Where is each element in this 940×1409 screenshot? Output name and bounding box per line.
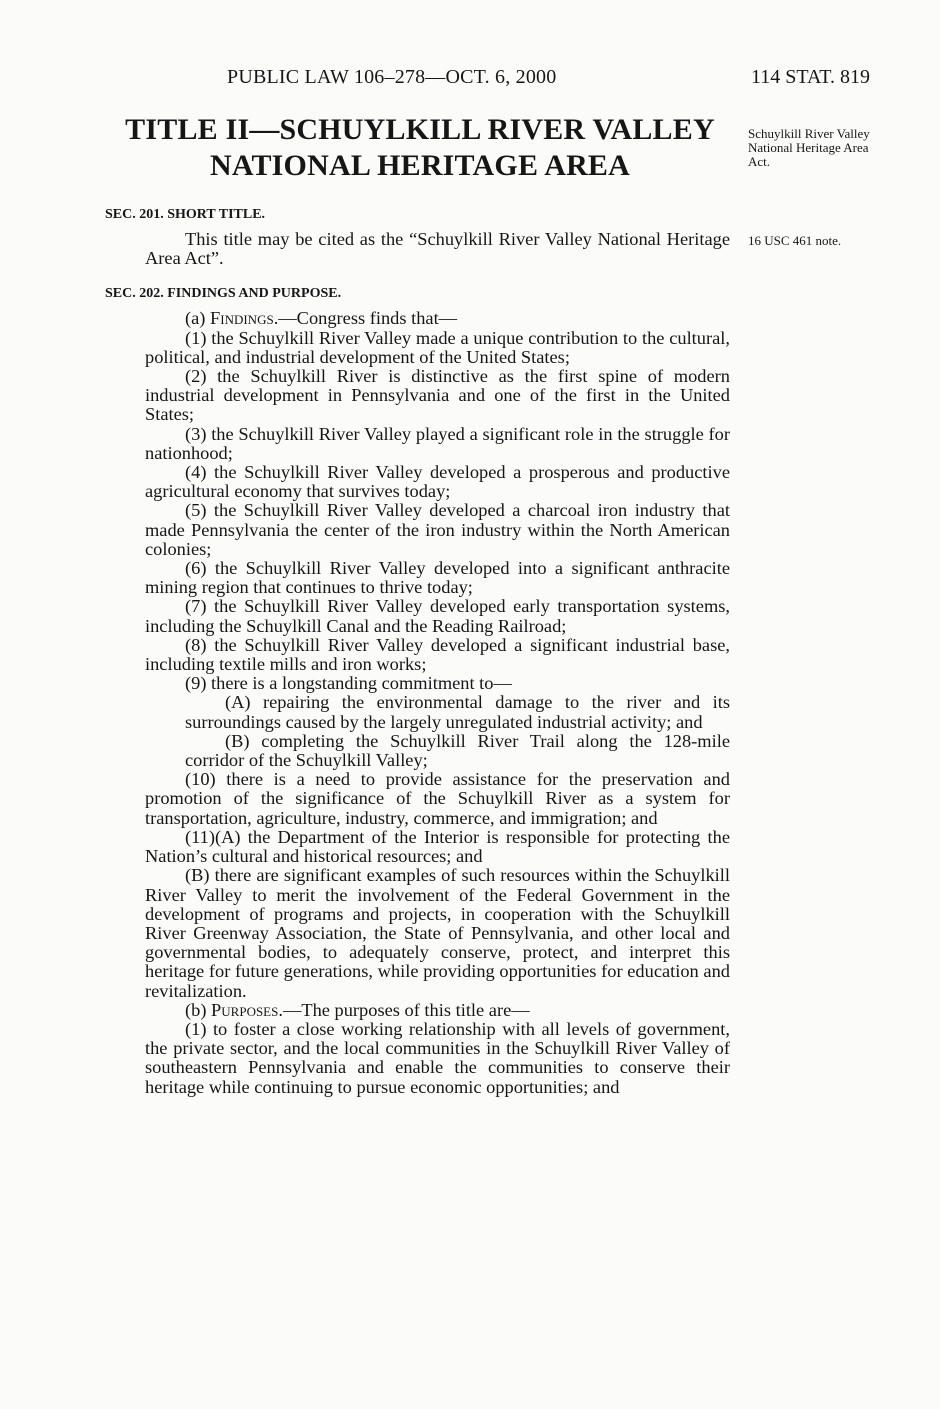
document-body	[105, 205, 730, 1097]
finding-10: (10) there is a need to provide assistance for the preservation and promotion of the significance of the Schuylkill River as a system for transportation, agriculture, industry, commerce, and immigration; and	[145, 769, 730, 828]
margin-note-act-name: Schuylkill River Valley National Heritage Area Act.	[748, 126, 870, 169]
running-header	[145, 64, 870, 90]
findings-intro	[145, 309, 730, 328]
finding-3: (3) the Schuylkill River Valley played a significant role in the struggle for nationhood;	[145, 423, 730, 463]
finding-4: (4) the Schuylkill River Valley developed a prosperous and productive agricultural economy that survives today;	[145, 462, 730, 502]
finding-11-b: (B) there are significant examples of such resources within the Schuylkill River Valley to merit the involvement of the Federal Government in the development of programs and projects, in cooperation with the Schuylkill River Greenway Association, the State of Pennsylvania, and other local and governmental bodies, to adequately conserve, protect, and interpret this heritage for future generations, while providing opportunities for education and revitalization.	[145, 865, 730, 1001]
running-head-title: PUBLIC LAW 106–278—OCT. 6, 2000	[227, 66, 557, 88]
margin-note-usc-citation: 16 USC 461 note.	[748, 233, 842, 248]
title-line-2: NATIONAL HERITAGE AREA	[209, 149, 631, 182]
page-reference: 114 STAT. 819	[751, 66, 870, 88]
purpose-1: (1) to foster a close working relationship with all levels of government, the private sector, and the local communities in the Schuylkill River Valley of southeastern Pennsylvania and enable the communities to conserve their heritage while continuing to pursue economic opportunities; and	[145, 1018, 730, 1097]
section-202-heading: SEC. 202. FINDINGS AND PURPOSE.	[105, 286, 342, 302]
finding-9: (9) there is a longstanding commitment to—	[185, 673, 512, 694]
finding-9-b: (B) completing the Schuylkill River Trail along the 128-mile corridor of the Schuylkill Valley;	[185, 730, 730, 771]
purposes-intro	[145, 1001, 730, 1020]
title-heading	[90, 112, 750, 184]
section-201-text: This title may be cited as the “Schuylkill River Valley National Heritage Area Act”.	[145, 229, 730, 269]
finding-6: (6) the Schuylkill River Valley developed into a significant anthracite mining region that continues to thrive today;	[145, 558, 730, 598]
purposes-label: (b)	[185, 999, 212, 1020]
findings-label: (a)	[185, 308, 211, 329]
finding-2: (2) the Schuylkill River is distinctive as the first spine of modern industrial development in Pennsylvania and one of the first in the United States;	[145, 366, 730, 425]
title-line-1: TITLE II—SCHUYLKILL RIVER VALLEY	[125, 113, 715, 146]
purposes-intro-text: .—The purposes of this title are—	[278, 999, 530, 1020]
finding-1: (1) the Schuylkill River Valley made a unique contribution to the cultural, political, and industrial development of the United States;	[145, 327, 730, 367]
finding-5: (5) the Schuylkill River Valley developed a charcoal iron industry that made Pennsylvania the center of the iron industry within the North American colonies;	[145, 500, 730, 559]
finding-9-a: (A) repairing the environmental damage to the river and its surroundings caused by the largely unregulated industrial activity; and	[185, 692, 730, 732]
finding-7: (7) the Schuylkill River Valley developed early transportation systems, including the Schuylkill Canal and the Reading Railroad;	[145, 596, 730, 636]
section-201-heading: SEC. 201. SHORT TITLE.	[105, 207, 266, 222]
finding-11-a: (11)(A) the Department of the Interior is responsible for protecting the Nation’s cultural and historical resources; and	[145, 826, 730, 867]
findings-caption: Findings	[210, 308, 274, 329]
finding-8: (8) the Schuylkill River Valley developed a significant industrial base, including textile mills and iron works;	[145, 634, 730, 675]
purposes-caption: Purposes	[211, 999, 279, 1020]
findings-intro-text: .—Congress finds that—	[273, 308, 458, 329]
